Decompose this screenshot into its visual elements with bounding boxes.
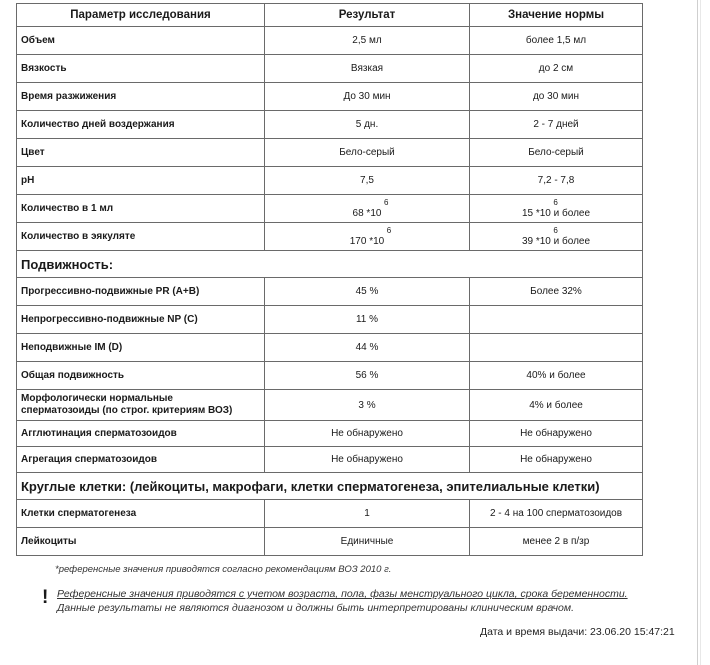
table-row — [17, 500, 643, 528]
table-row — [17, 306, 643, 334]
table-row — [17, 390, 643, 421]
result-cell: 5 дн. — [265, 111, 470, 139]
param-cell: Прогрессивно-подвижные PR (A+B) — [17, 278, 265, 306]
page-edge-line-2 — [700, 0, 701, 665]
header-parameter: Параметр исследования — [17, 4, 265, 27]
param-cell: Неподвижные IM (D) — [17, 334, 265, 362]
table-header-row — [17, 4, 643, 27]
param-cell: Цвет — [17, 139, 265, 167]
table-row — [17, 362, 643, 390]
result-cell: 11 % — [265, 306, 470, 334]
param-cell: Общая подвижность — [17, 362, 265, 390]
param-cell: Непрогрессивно-подвижные NP (C) — [17, 306, 265, 334]
who-reference-footnote: *референсные значения приводятся согласно рекомендациям ВОЗ 2010 г. — [55, 564, 392, 575]
result-cell — [265, 195, 470, 223]
norm-cell: 4% и более — [470, 390, 643, 421]
issue-datetime: Дата и время выдачи: 23.06.20 15:47:21 — [480, 626, 675, 638]
result-value — [349, 226, 392, 247]
result-base: 68 *10 — [352, 208, 382, 219]
result-cell: До 30 мин — [265, 83, 470, 111]
table-row — [17, 528, 643, 556]
section-motility-row — [17, 251, 643, 278]
section-round-cells-title: Круглые клетки: (лейкоциты, макрофаги, клетки сперматогенеза, эпителиальные клетки) — [17, 473, 643, 500]
norm-value — [521, 198, 558, 219]
norm-cell: Более 32% — [470, 278, 643, 306]
results-table — [16, 3, 643, 556]
param-line-1: Морфологически нормальные — [21, 393, 173, 404]
param-cell: Время разжижения — [17, 83, 265, 111]
param-cell: Количество в 1 мл — [17, 195, 265, 223]
norm-cell: 40% и более — [470, 362, 643, 390]
result-cell: Не обнаружено — [265, 421, 470, 447]
norm-cell — [470, 334, 643, 362]
result-cell: Вязкая — [265, 55, 470, 83]
table-row — [17, 27, 643, 55]
table-row — [17, 167, 643, 195]
result-cell: 44 % — [265, 334, 470, 362]
table-row — [17, 278, 643, 306]
table-row — [17, 421, 643, 447]
result-cell: 1 — [265, 500, 470, 528]
param-cell: Агрегация сперматозоидов — [17, 447, 265, 473]
param-cell: pH — [17, 167, 265, 195]
table-row — [17, 195, 643, 223]
norm-base: 39 *10 — [521, 236, 551, 247]
header-result: Результат — [265, 4, 470, 27]
result-cell: 56 % — [265, 362, 470, 390]
norm-cell — [470, 195, 643, 223]
param-cell: Вязкость — [17, 55, 265, 83]
norm-cell: Не обнаружено — [470, 447, 643, 473]
norm-exponent: 6 — [553, 226, 558, 235]
param-cell: Количество в эякуляте — [17, 223, 265, 251]
norm-base: 15 *10 — [521, 208, 551, 219]
table-row — [17, 55, 643, 83]
result-cell: Бело-серый — [265, 139, 470, 167]
param-cell: Количество дней воздержания — [17, 111, 265, 139]
param-line-2: сперматозоиды (по строг. критериям ВОЗ) — [21, 405, 233, 416]
norm-exponent: 6 — [553, 198, 558, 207]
norm-cell: до 30 мин — [470, 83, 643, 111]
result-cell: 3 % — [265, 390, 470, 421]
section-motility-title: Подвижность: — [17, 251, 643, 278]
norm-cell: до 2 см — [470, 55, 643, 83]
norm-cell: Не обнаружено — [470, 421, 643, 447]
result-exponent: 6 — [384, 198, 389, 207]
table-row — [17, 447, 643, 473]
table-row — [17, 83, 643, 111]
result-cell — [265, 223, 470, 251]
table-row — [17, 223, 643, 251]
param-cell: Клетки сперматогенеза — [17, 500, 265, 528]
result-cell: 7,5 — [265, 167, 470, 195]
section-round-cells-row — [17, 473, 643, 500]
table-row — [17, 334, 643, 362]
warning-line-2: Данные результаты не являются диагнозом и должны быть интерпретированы клиническим врачом. — [57, 602, 575, 614]
page-edge-line — [697, 0, 698, 665]
norm-cell — [470, 223, 643, 251]
norm-cell: 2 - 7 дней — [470, 111, 643, 139]
norm-value — [521, 226, 558, 247]
result-base: 170 *10 — [349, 236, 385, 247]
param-cell: Объем — [17, 27, 265, 55]
result-cell: Не обнаружено — [265, 447, 470, 473]
norm-suffix: и более — [553, 236, 591, 247]
result-exponent: 6 — [386, 226, 392, 235]
result-cell: 45 % — [265, 278, 470, 306]
result-cell: 2,5 мл — [265, 27, 470, 55]
warning-exclamation-icon: ! — [42, 587, 49, 608]
norm-suffix: и более — [553, 208, 591, 219]
result-value — [352, 198, 389, 219]
table-row — [17, 111, 643, 139]
table-row — [17, 139, 643, 167]
param-cell: Агглютинация сперматозоидов — [17, 421, 265, 447]
norm-cell — [470, 306, 643, 334]
warning-line-1: Референсные значения приводятся с учетом возраста, пола, фазы менструального цикла, срока беременности. — [57, 588, 628, 600]
param-cell: Лейкоциты — [17, 528, 265, 556]
norm-cell: более 1,5 мл — [470, 27, 643, 55]
norm-cell: 2 - 4 на 100 сперматозоидов — [470, 500, 643, 528]
result-cell: Единичные — [265, 528, 470, 556]
norm-cell: Бело-серый — [470, 139, 643, 167]
norm-cell: менее 2 в п/зр — [470, 528, 643, 556]
param-cell — [17, 390, 265, 421]
norm-cell: 7,2 - 7,8 — [470, 167, 643, 195]
header-norm: Значение нормы — [470, 4, 643, 27]
